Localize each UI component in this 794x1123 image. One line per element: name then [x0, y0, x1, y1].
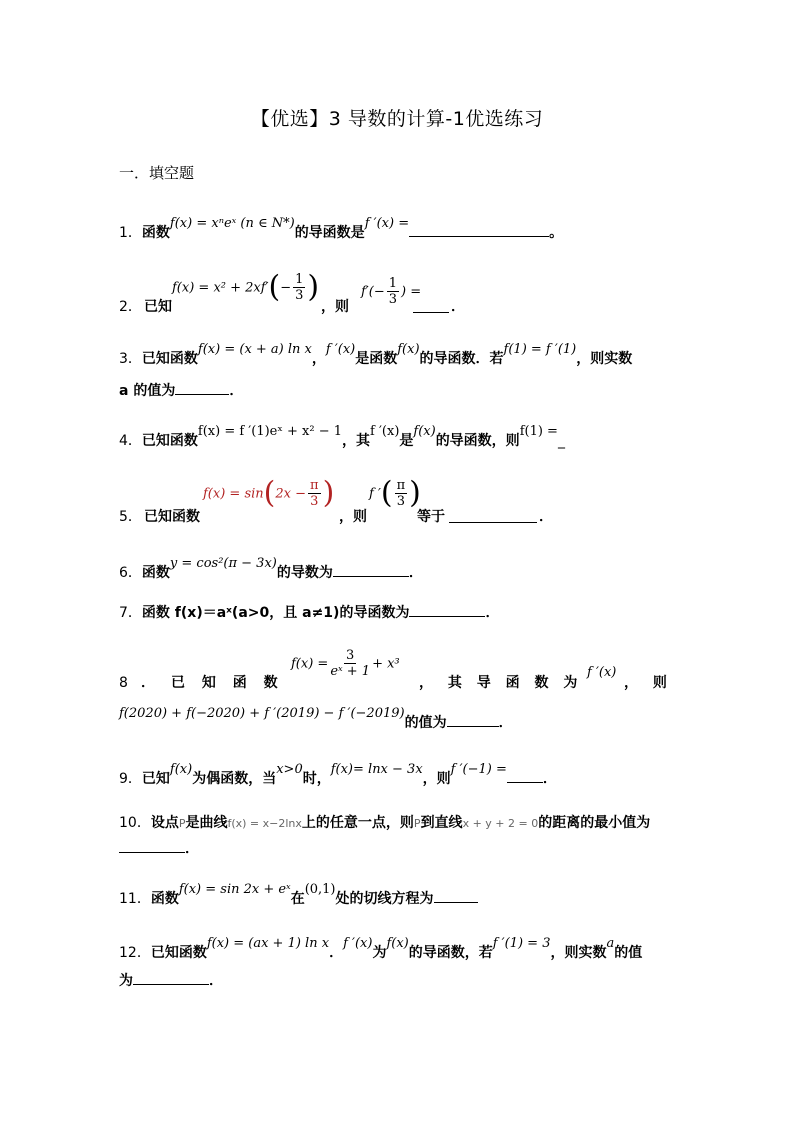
math-formula: f ′( $\frac{\pi}{3}$ ) — [369, 475, 421, 511]
answer-blank — [449, 508, 537, 523]
question-9: 9．已知f(x)为偶函数，当x>0时，f(x)= lnx − 3x，则f ′(−1) =． — [119, 762, 557, 787]
math-formula: f(x) = f ′(1)eˣ + x² − 1 — [197, 424, 343, 439]
math-formula: f(x) = sin 2x + eˣ — [178, 882, 291, 897]
math-formula: f(1) = — [519, 424, 558, 439]
question-3: 3．已知函数f(x) = (x + a) ln x，f ′(x)是函数f(x)的导函数．若f(1) = f ′(1)，则实数 — [119, 342, 633, 367]
math-formula: f(x) = x² + 2xf′(− $\frac{1}{3}$ ) — [172, 269, 320, 305]
math-formula: f(1) = f ′(1) — [503, 342, 577, 357]
math-formula: y = cos²(π − 3x) — [169, 556, 277, 571]
question-7: 7．函数 f(x)＝aˣ(a>0，且 a≠1)的导函数为 ． — [119, 602, 499, 624]
document-title: 【优选】3 导数的计算-1优选练习 — [250, 108, 544, 130]
answer-blank — [409, 222, 549, 237]
answer-blank — [507, 768, 543, 783]
question-number: 2． — [119, 299, 142, 315]
question-number: 1． — [119, 225, 142, 241]
math-formula: f(x) = (ax + 1) ln x — [206, 936, 330, 951]
math-formula: f ′(x) — [343, 936, 373, 951]
question-8: 8 ． 已 知 函 数 f(x) = $\frac{3}{\text{eˣ + 1}}$ + x³ ， 其 导 函 数 为 f ′(x) ， 则 — [119, 648, 675, 694]
math-formula: f(x) = sin(2x − $\frac{\pi}{3}$ ) — [203, 475, 335, 511]
math-formula: (0,1) — [304, 882, 336, 897]
answer-blank — [175, 380, 229, 395]
question-12-line-2: 为 ． — [119, 970, 223, 992]
document-page: 【优选】3 导数的计算-1优选练习 一．填空题 1．函数f(x) = xⁿeˣ (n ∈ N*)的导函数是f ′(x) =。 2． 已知 f(x) = x² + 2xf′(− $\frac{1}{3}$ ) ，则 f′(− $\frac{1}{3}$ ) = ． 3．已知函数f(x) = (x + a) ln x，f ′(x)是函数f(x)的导函数．若f(1) = f ′(1)，则实数 a 的值为 ． 4．已知函数f(x) = f ′(1)eˣ + x² − 1，其f ′(x)是f(x)的导函数，则f(1) =_ 5． 已知函数 f(x) = sin(2x − $\frac{\pi}{3}$ ) ，则 f ′( $\frac{\pi}{3}$ ) 等于 ． 6．函数y = cos²(π − 3x)的导数为 ． 7．函数 f(x)＝aˣ(a>0，且 a≠1)的导函数为 ． 8 ． 已 知 函 数 f(x) = $\frac{3}{\text{eˣ + 1}}$ + x³ ， 其 导 函 数 为 f ′(x) ， 则 f(2020) + f(−2020) + f ′(2019) − f ′(−2019)的值为 ． 9．已知f(x)为偶函数，当x>0时，f(x)= lnx − 3x，则f ′(−1) =． 10．设点P是曲线f(x) = x−2lnx上的任意一点，则P到直线x + y + 2 = 0的距离的最小值为 ． 11．函数f(x) = sin 2x + eˣ在(0,1)处的切线方程为 12．已知函数f(x) = (ax + 1) ln x．f ′(x)为f(x)的导函数，若f ′(1) = 3，则实数a的值 为 ． — [0, 0, 794, 1123]
question-number: 11． — [119, 891, 151, 907]
question-number: 10． — [119, 815, 151, 831]
question-number: 6． — [119, 565, 142, 581]
answer-blank — [409, 602, 485, 617]
question-number: 5． — [119, 509, 142, 525]
question-10-line-2: ． — [119, 838, 199, 860]
math-formula: f(x) — [386, 936, 409, 951]
question-6: 6．函数y = cos²(π − 3x)的导数为 ． — [119, 556, 423, 581]
math-formula: f(x) = (x + a) ln x — [197, 342, 312, 357]
math-formula: f ′(x) — [370, 424, 400, 439]
question-number: 12． — [119, 945, 151, 961]
question-12: 12．已知函数f(x) = (ax + 1) ln x．f ′(x)为f(x)的导函数，若f ′(1) = 3，则实数a的值 — [119, 936, 643, 961]
math-formula: f ′(1) = 3 — [492, 936, 551, 951]
section-heading: 一．填空题 — [119, 164, 195, 182]
math-formula: f(x)= lnx − 3x — [330, 762, 423, 777]
math-formula: f ′(x) — [325, 342, 356, 357]
math-formula: f(x) — [169, 762, 193, 777]
question-3-line-2: a 的值为 ． — [119, 380, 243, 402]
math-formula: f ′(x) = — [364, 216, 410, 231]
question-number: 8 — [119, 675, 128, 691]
math-formula: x>0 — [276, 762, 303, 777]
math-formula: f ′(−1) = — [450, 762, 507, 777]
math-formula: f(x) — [413, 424, 436, 439]
answer-blank — [434, 888, 478, 903]
answer-blank — [333, 562, 409, 577]
question-number: 7． — [119, 605, 142, 621]
question-number: 9． — [119, 771, 142, 787]
question-8-line-2: f(2020) + f(−2020) + f ′(2019) − f ′(−2019)的值为 ． — [119, 706, 513, 731]
math-formula: f(x) — [397, 342, 420, 357]
answer-blank — [413, 298, 449, 313]
math-formula: f′(− $\frac{1}{3}$ ) = — [361, 276, 422, 307]
line-formula: x + y + 2 = 0 — [462, 817, 539, 830]
question-number: 3． — [119, 351, 142, 367]
question-11: 11．函数f(x) = sin 2x + eˣ在(0,1)处的切线方程为 — [119, 888, 478, 911]
answer-blank — [133, 970, 209, 985]
math-formula: f(2020) + f(−2020) + f ′(2019) − f ′(−2019) — [119, 706, 405, 721]
question-10: 10．设点P是曲线f(x) = x−2lnx上的任意一点，则P到直线x + y + 2 = 0的距离的最小值为 — [119, 815, 651, 831]
curve-formula: f(x) = x−2lnx — [227, 817, 302, 830]
math-formula: f ′(x) — [587, 665, 617, 680]
answer-blank — [447, 712, 499, 727]
question-1: 1．函数f(x) = xⁿeˣ (n ∈ N*)的导函数是f ′(x) =。 — [119, 216, 564, 241]
math-formula: f(x) = xⁿeˣ (n ∈ N*) — [169, 216, 295, 231]
question-number: 4． — [119, 433, 142, 449]
answer-blank — [119, 838, 185, 853]
question-4: 4．已知函数f(x) = f ′(1)eˣ + x² − 1，其f ′(x)是f(x)的导函数，则f(1) =_ — [119, 424, 565, 449]
math-formula: f(x) = $\frac{3}{\text{eˣ + 1}}$ + x³ — [291, 648, 400, 679]
